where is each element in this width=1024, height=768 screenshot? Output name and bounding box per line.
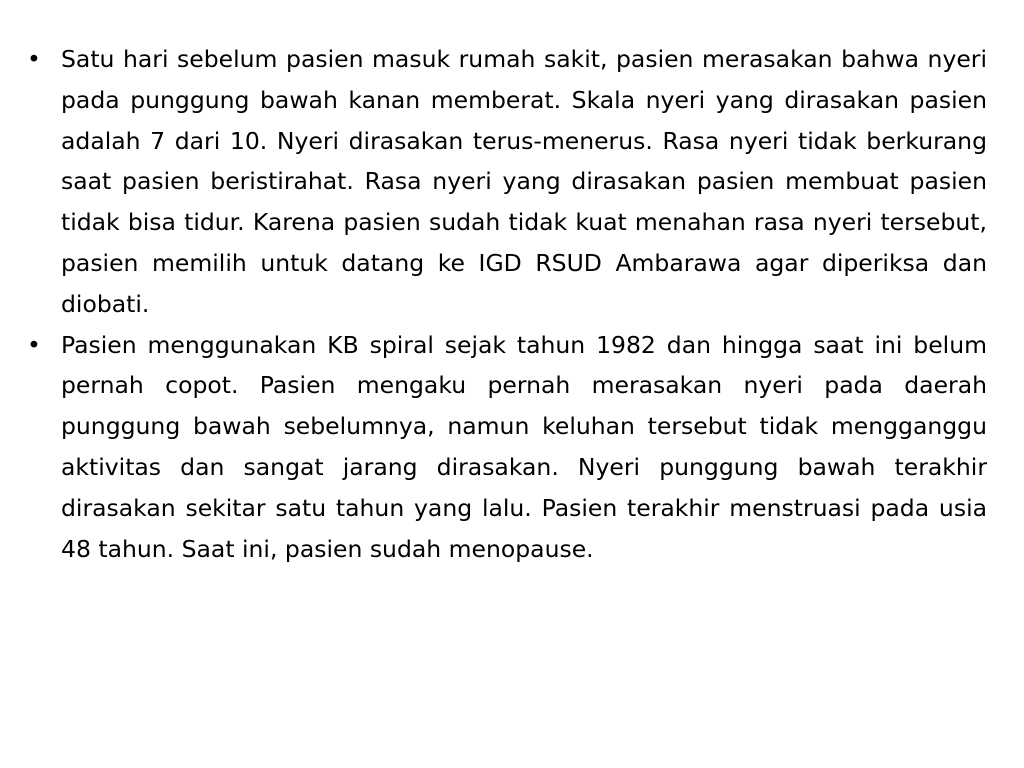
bullet-mark-icon: • bbox=[27, 330, 41, 359]
bullet-item-2 bbox=[25, 325, 987, 570]
bullet-mark-icon: • bbox=[27, 45, 41, 73]
bullet-text-1: Satu hari sebelum pasien masuk rumah sakit, pasien merasakan bahwa nyeri pada punggung bawah kanan memberat. Skala nyeri yang dirasakan pasien adalah 7 dari 10. Nyeri dirasakan terus-menerus. Rasa nyeri tidak berkurang saat pasien beristirahat. Rasa nyeri yang dirasakan pasien membuat pasien tidak bisa tidur. Karena pasien sudah tidak kuat menahan rasa nyeri tersebut, pasien memilih untuk datang ke IGD RSUD Ambarawa agar diperiksa dan diobati. bbox=[61, 45, 987, 318]
bullet-list bbox=[25, 39, 987, 569]
bullet-text-2: Pasien menggunakan KB spiral sejak tahun 1982 dan hingga saat ini belum pernah copot. Pasien mengaku pernah merasakan nyeri pada daerah punggung bawah sebelumnya, namun keluhan tersebut tidak mengganggu aktivitas dan sangat jarang dirasakan. Nyeri punggung bawah terakhir dirasakan sekitar satu tahun yang lalu. Pasien terakhir menstruasi pada usia 48 tahun. Saat ini, pasien sudah menopause. bbox=[61, 330, 987, 563]
bullet-item-1 bbox=[25, 39, 987, 325]
